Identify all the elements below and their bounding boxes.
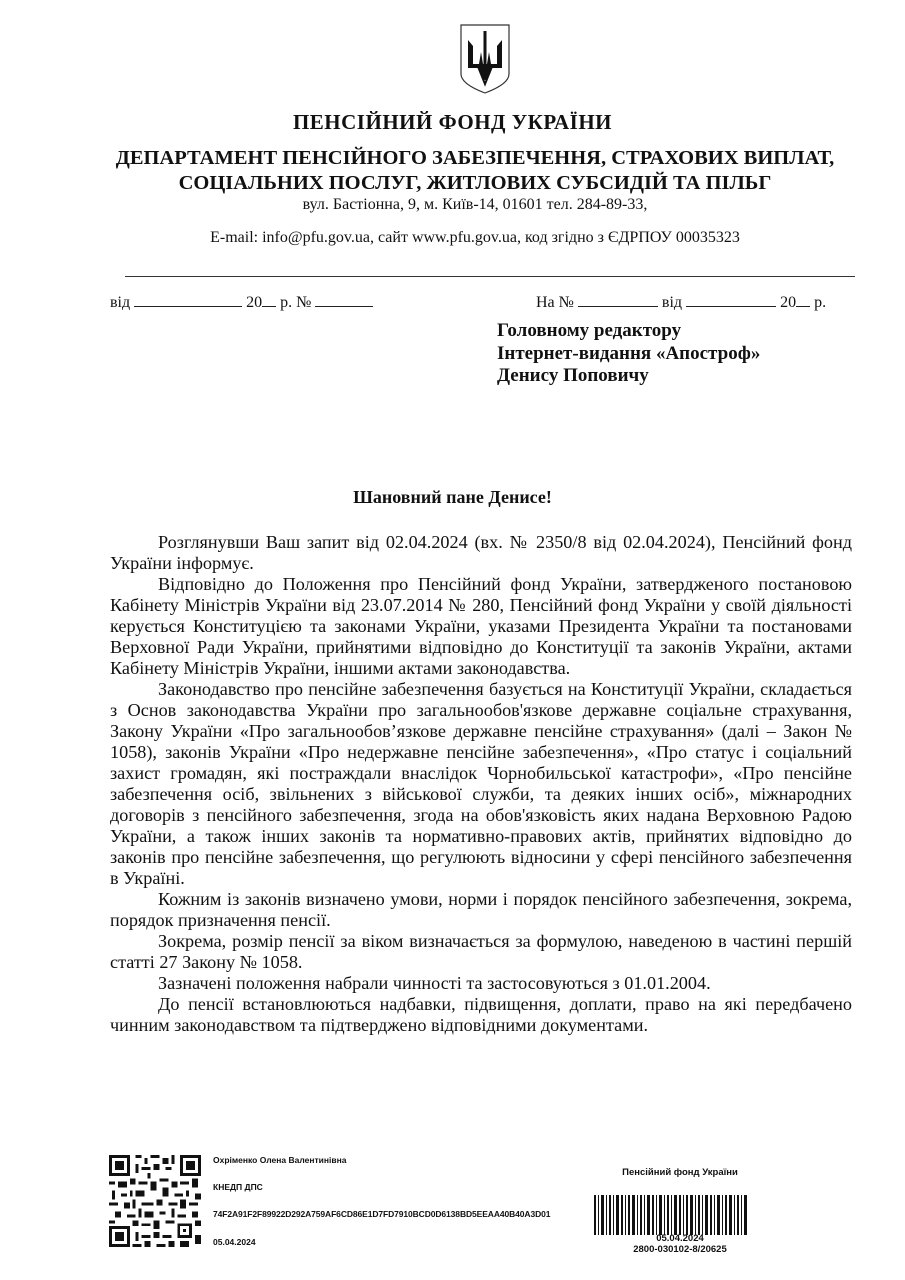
- letter-body: [110, 532, 852, 1036]
- ref-year-suffix: р. №: [280, 294, 312, 311]
- outgoing-reference: [110, 292, 373, 312]
- recipient-position: Головному редактору: [497, 320, 682, 341]
- incoming-reference: [536, 292, 826, 312]
- signature-hash: 74F2A91F2F89922D292A759AF6CD86E1D7FD7910BCD0D6138BD5EEAA40B40A3D01: [213, 1209, 551, 1219]
- org-title: ПЕНСІЙНИЙ ФОНД УКРАЇНИ: [292, 110, 613, 134]
- paragraph: Розглянувши Ваш запит від 02.04.2024 (вх. № 2350/8 від 02.04.2024), Пенсійний фонд України інформує.: [110, 532, 852, 573]
- paragraph: Відповідно до Положення про Пенсійний фонд України, затвердженого постановою Кабінету Міністрів України від 23.07.2014 № 280, Пенсійний фонд України у своїй діяльності керується Конституцією та законами України, указами Президента України та постановами Верховної Ради України, прийнятими відповідно до Конституції та законів України, актами Кабінету Міністрів України, іншими актами законодавства.: [110, 574, 852, 678]
- address: вул. Бастіонна, 9, м. Київ-14, 01601 тел. 284-89-33,: [302, 196, 648, 213]
- registration-number: 2800-030102-8/20625: [633, 1244, 727, 1255]
- ref-from-label: від: [110, 294, 131, 311]
- date-blank: [134, 292, 242, 307]
- recipient-block: [497, 320, 760, 388]
- signer-name: Охріменко Олена Валентинівна: [213, 1155, 347, 1165]
- signature-type: КНЕДП ДПС: [213, 1182, 263, 1192]
- ref-from-label: від: [661, 294, 683, 311]
- header-divider: [125, 276, 855, 277]
- paragraph: Зазначені положення набрали чинності та застосовуються з 01.01.2004.: [158, 973, 711, 993]
- ref-year-suffix: р.: [814, 294, 827, 311]
- stamp-organization: Пенсійний фонд України: [622, 1167, 738, 1178]
- paragraph: Зокрема, розмір пенсії за віком визначається за формулою, наведеною в частині першій статті 27 Закону № 1058.: [110, 931, 852, 972]
- ref-year: 20: [246, 294, 263, 311]
- trident-emblem-icon: [458, 22, 512, 96]
- contacts: E-mail: info@pfu.gov.ua, сайт www.pfu.gov.ua, код згідно з ЄДРПОУ 00035323: [210, 229, 740, 246]
- department-name: [95, 146, 855, 196]
- ref-number-label: На №: [536, 294, 574, 311]
- recipient-organization: Інтернет-видання «Апостроф»: [497, 342, 761, 364]
- paragraph: Законодавство про пенсійне забезпечення базується на Конституції України, складається з Основ законодавства України про загальнообов'язкове державне соціальне страхування, Закону України «Про загальнообов’язкове державне пенсійне страхування» (далі – Закон № 1058), законів України «Про недержавне пенсійне забезпечення», «Про статус і соціальний захист громадян, які постраждали внаслідок Чорнобильської катастрофи», «Про пенсійне забезпечення осіб, звільнених з військової служби, та деяких інших осіб», міжнародних договорів з пенсійного забезпечення, згода на обов'язковість яких надана Верховною Радою України, а також інших законів та нормативно-правових актів, прийнятих відповідно до законів про пенсійне забезпечення, що регулюють відносини у сфері пенсійного забезпечення в Україні.: [110, 679, 852, 888]
- qr-code-icon: [106, 1152, 204, 1250]
- year-blank: [796, 292, 810, 307]
- incoming-date-blank: [686, 292, 776, 307]
- signature-date: 05.04.2024: [213, 1237, 256, 1247]
- paragraph: До пенсії встановлюються надбавки, підвищення, доплати, право на які передбачено чинним законодавством та підтверджено відповідними документами.: [110, 994, 852, 1035]
- department-line-2: СОЦІАЛЬНИХ ПОСЛУГ, ЖИТЛОВИХ СУБСИДІЙ ТА ПІЛЬГ: [178, 172, 772, 194]
- ref-year: 20: [780, 294, 797, 311]
- barcode-icon: [594, 1195, 748, 1235]
- stamp-date: 05.04.2024: [656, 1233, 704, 1244]
- number-blank: [315, 292, 373, 307]
- incoming-number-blank: [578, 292, 658, 307]
- recipient-name: Денису Поповичу: [497, 365, 649, 386]
- year-blank: [262, 292, 276, 307]
- salutation: Шановний пане Денисе!: [353, 487, 552, 507]
- department-line-1: ДЕПАРТАМЕНТ ПЕНСІЙНОГО ЗАБЕЗПЕЧЕННЯ, СТРАХОВИХ ВИПЛАТ,: [115, 147, 835, 169]
- paragraph: Кожним із законів визначено умови, норми і порядок пенсійного забезпечення, зокрема, порядок призначення пенсії.: [110, 889, 852, 930]
